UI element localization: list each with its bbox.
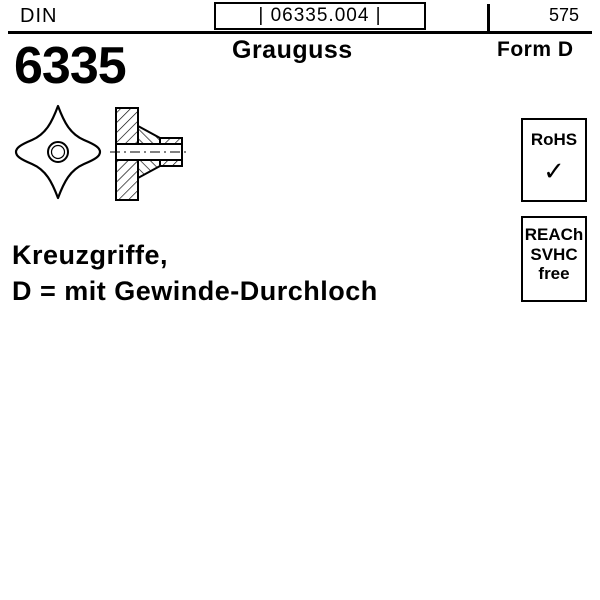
reach-badge [521, 216, 587, 302]
header-vertical-divider [487, 4, 490, 32]
cross-handle-section-view [110, 108, 190, 200]
article-number-box [214, 2, 426, 30]
svhc-label: SVHC [530, 244, 578, 264]
header-horizontal-rule [8, 31, 592, 34]
drawing-svg [10, 100, 250, 220]
free-label: free [538, 264, 570, 284]
check-icon: ✓ [543, 156, 565, 186]
form-label: Form D [497, 38, 574, 61]
caption-line-1: Kreuzgriffe, [12, 240, 169, 270]
rohs-badge [521, 118, 587, 202]
rohs-label: RoHS [530, 130, 578, 149]
material-label: Grauguss [232, 36, 353, 64]
article-number: | 06335.004 | [258, 5, 382, 26]
technical-drawing [10, 100, 250, 220]
page-number: 575 [549, 5, 580, 25]
standard-label: DIN [20, 5, 58, 27]
reach-label: REACh [524, 225, 584, 244]
cross-handle-front-view [16, 106, 100, 198]
caption-line-2: D = mit Gewinde-Durchloch [12, 276, 378, 306]
header-row [6, 4, 594, 30]
page-title: 6335 [14, 37, 126, 95]
